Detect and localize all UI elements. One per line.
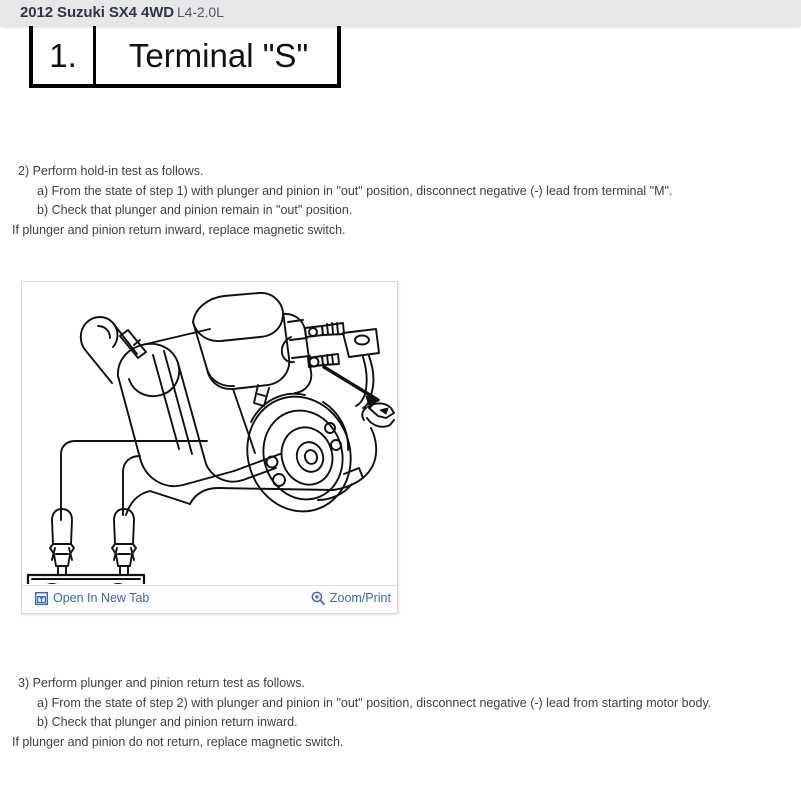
open-in-new-tab-link[interactable] (35, 591, 149, 605)
legend-clip (0, 26, 801, 102)
step-3-sub-b: b) Check that plunger and pinion return inward. (37, 715, 298, 730)
page-header (0, 0, 801, 26)
step-2-sub-b: b) Check that plunger and pinion remain in "out" position. (37, 203, 353, 218)
starter-motor-diagram (22, 282, 397, 584)
step-2-sub-a: a) From the state of step 1) with plunger and pinion in "out" position, disconnect negative (-) lead from terminal "M". (37, 183, 673, 198)
step-3-sub-a: a) From the state of step 2) with plunger and pinion in "out" position, disconnect negative (-) lead from starting motor body. (37, 695, 712, 710)
legend-callout-table (29, 26, 341, 88)
zoom-print-label: Zoom/Print (329, 591, 391, 605)
figure-footer-bar (22, 585, 397, 613)
magnifier-plus-icon (311, 591, 325, 605)
procedure-step-3 (0, 674, 790, 752)
figure-container (21, 281, 398, 614)
starter-motor-illustration (22, 282, 397, 584)
open-in-new-window-icon (35, 592, 48, 605)
step-2-heading: 2) Perform hold-in test as follows. (18, 164, 204, 178)
procedure-step-2 (0, 162, 790, 240)
vehicle-title (20, 4, 224, 21)
zoom-print-link[interactable] (311, 591, 391, 605)
legend-number: 1. (33, 26, 96, 84)
legend-label: Terminal "S" (128, 37, 309, 74)
open-in-new-tab-label: Open In New Tab (53, 591, 150, 605)
step-3-heading: 3) Perform plunger and pinion return test as follows. (18, 676, 305, 690)
vehicle-name: 2012 Suzuki SX4 4WD (20, 4, 174, 21)
step-3-note: If plunger and pinion do not return, replace magnetic switch. (12, 734, 344, 749)
step-2-note: If plunger and pinion return inward, replace magnetic switch. (12, 222, 346, 237)
engine-spec: L4-2.0L (177, 4, 224, 20)
